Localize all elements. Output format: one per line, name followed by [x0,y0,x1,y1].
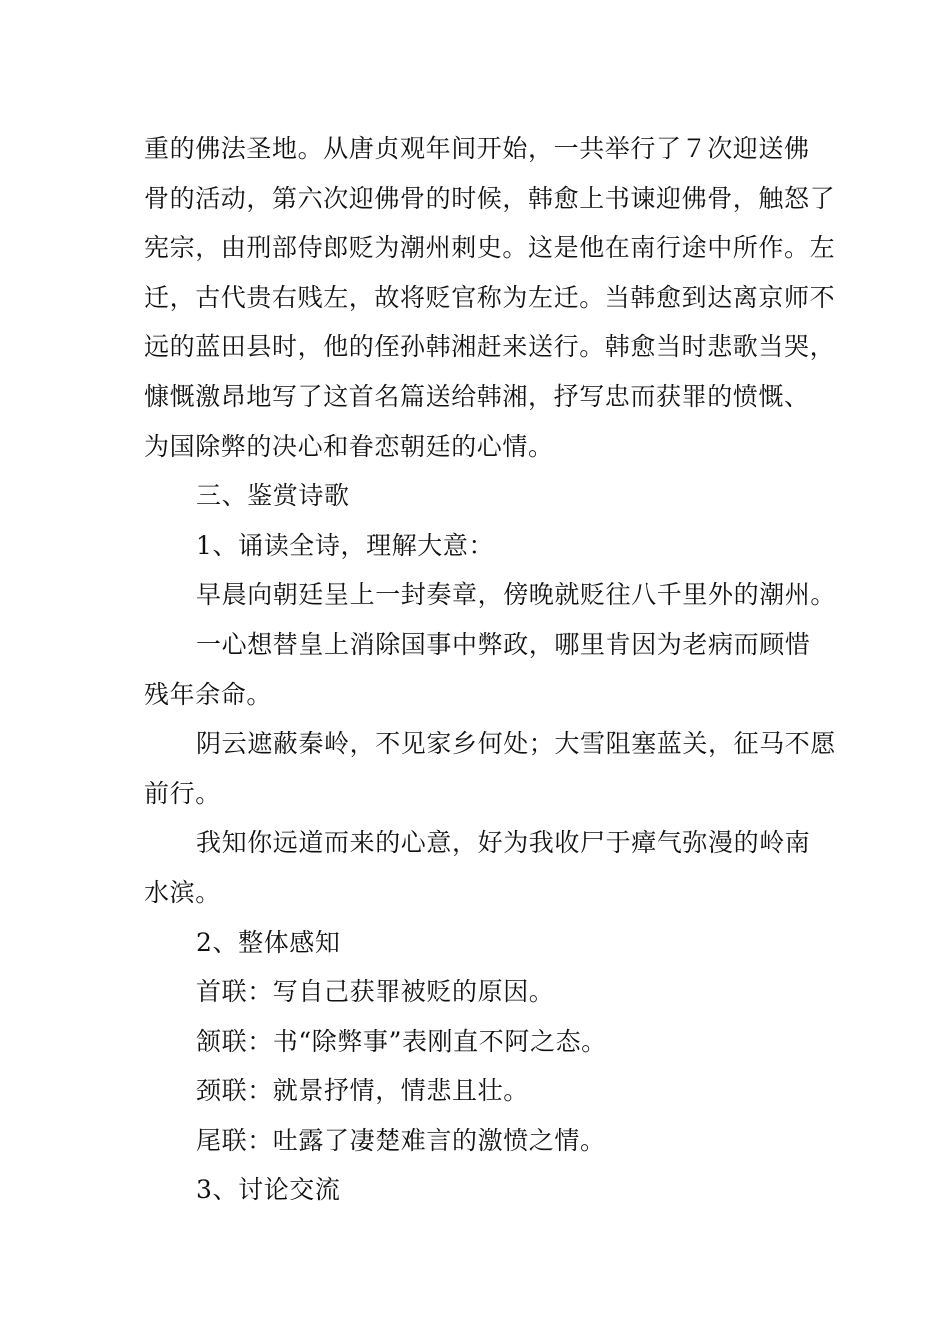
text-line: 首联：写自己获罪被贬的原因。 [196,977,555,1007]
section-heading: 三、鉴赏诗歌 [196,481,350,511]
text-line: 阴云遮蔽秦岭，不见家乡何处；大雪阻塞蓝关，征马不愿 [196,729,837,759]
text-line: 迁，古代贵右贱左，故将贬官称为左迁。当韩愈到达离京师不 [144,282,836,312]
text-line: 颔联：书“除弊事”表刚直不阿之态。 [196,1026,607,1056]
text-line: 尾联：吐露了凄楚难言的激愤之情。 [196,1125,606,1155]
text-line: 为国除弊的决心和眷恋朝廷的心情。 [144,431,554,461]
text-line: 宪宗，由刑部侍郎贬为潮州刺史。这是他在南行途中所作。左 [144,233,836,263]
subsection-heading: 1、诵读全诗，理解大意： [196,530,495,560]
text-line: 残年余命。 [144,679,273,709]
text-line: 重的佛法圣地。从唐贞观年间开始，一共举行了７次迎送佛 [144,134,810,163]
text-line: 水滨。 [144,877,221,907]
text-line: 远的蓝田县时，他的侄孙韩湘赶来送行。韩愈当时悲歌当哭， [144,332,836,362]
text-line: 我知你远道而来的心意，好为我收尸于瘴气弥漫的岭南 [196,828,811,858]
text-line: 骨的活动，第六次迎佛骨的时候，韩愈上书谏迎佛骨，触怒了 [144,183,836,213]
text-line: 前行。 [144,778,221,808]
subsection-heading: 2、整体感知 [196,927,341,957]
text-line: 慷慨激昂地写了这首名篇送给韩湘，抒写忠而获罪的愤慨、 [144,381,810,411]
text-line: 颈联：就景抒情，情悲且壮。 [196,1076,529,1106]
text-line: 一心想替皇上消除国事中弊政，哪里肯因为老病而顾惜 [196,629,811,659]
text-line: 早晨向朝廷呈上一封奏章，傍晚就贬往八千里外的潮州。 [196,580,837,610]
subsection-heading: 3、讨论交流 [196,1175,341,1205]
document-body [144,124,837,1215]
